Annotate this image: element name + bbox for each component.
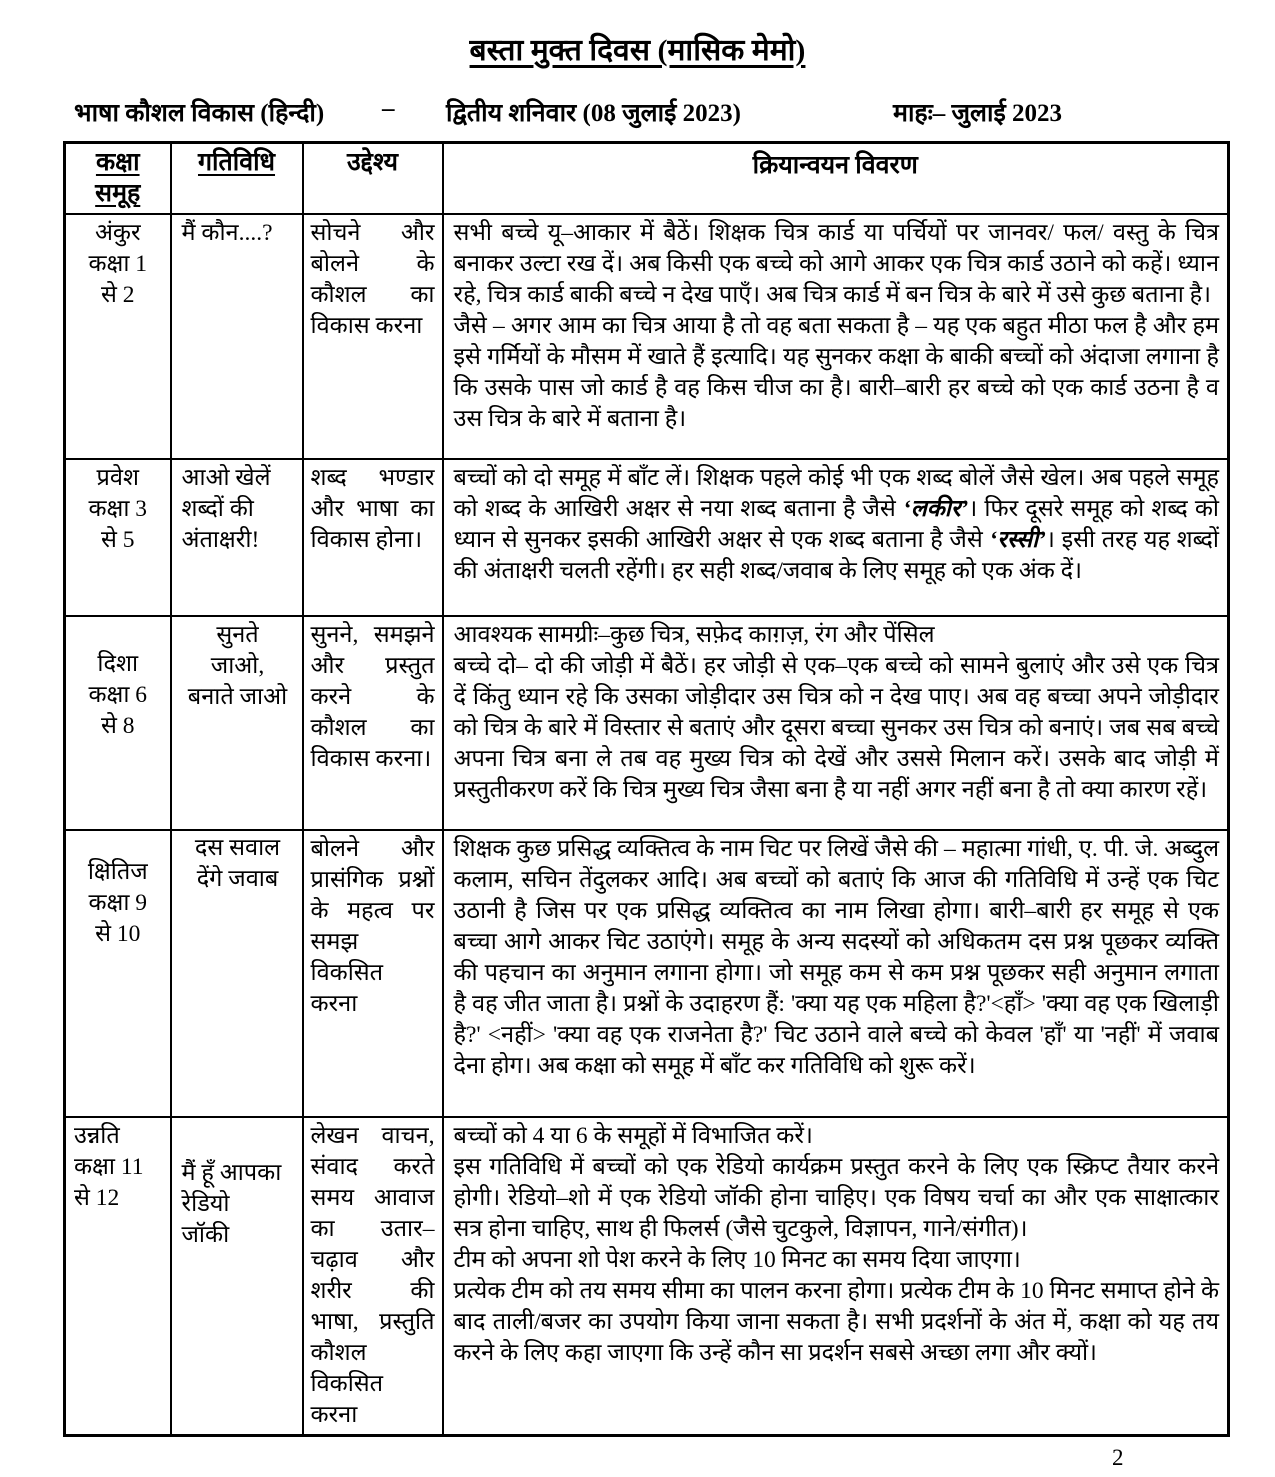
date-label: द्वितीय शनिवार (08 जुलाई 2023) [446,100,741,127]
activity-table [63,141,1230,1437]
table-row [65,1117,1229,1436]
page-number: 2 [1112,1444,1124,1470]
table-row [65,214,1229,459]
implementation-details-cell [443,830,1229,1117]
class-group-cell: क्षितिज कक्षा 9 से 10 [65,830,171,1117]
class-group-cell: अंकुर कक्षा 1 से 2 [65,214,171,459]
table-row [65,616,1229,830]
objective-cell: लेखन वाचन, संवाद करते समय आवाज का उतार–चढ़ाव और शरीर की भाषा, प्रस्तुति कौशल विकसित करना [303,1117,443,1436]
details-paragraph: टीम को अपना शो पेश करने के लिए 10 मिनट का समय दिया जाएगा। [453,1246,1021,1273]
page-title: बस्ता मुक्त दिवस (मासिक मेमो) [469,34,806,67]
objective-cell: सुनने, समझने और प्रस्तुत करने के कौशल का विकास करना। [303,616,443,830]
column-header-objective: उद्देश्य [303,143,443,214]
objective-cell: सोचने और बोलने के कौशल का विकास करना [303,214,443,459]
column-header-class-group: कक्षा समूह [65,143,171,214]
table-row [65,830,1229,1117]
table-row [65,459,1229,616]
column-header-implementation-details: क्रियान्वयन विवरण [443,143,1229,214]
subtitle-row [0,95,1275,141]
implementation-details-cell [443,459,1229,616]
implementation-details-cell [443,1117,1229,1436]
subtitle-dash: – [382,95,395,122]
class-group-cell: दिशा कक्षा 6 से 8 [65,616,171,830]
month-label: माहः– जुलाई 2023 [893,100,1063,127]
class-group-cell: प्रवेश कक्षा 3 से 5 [65,459,171,616]
class-group-cell: उन्नति कक्षा 11 से 12 [65,1117,171,1436]
details-paragraph: शिक्षक कुछ प्रसिद्ध व्यक्तित्व के नाम चिट पर लिखें जैसे की – महात्मा गांधी, ए. पी. जे. अब्दुल कलाम, सचिन तेंदुलकर आदि। अब बच्चों को बताएं कि आज की गतिविधि में उन्हें एक चिट उठानी है जिस पर एक प्रसिद्ध व्यक्तित्व का नाम लिखा होगा। बारी–बारी हर समूह से एक बच्चा आगे आकर चिट उठाएंगे। समूह के अन्य सदस्यों को अधिकतम दस प्रश्न पूछकर व्यक्ति की पहचान का अनुमान लगाना होगा। जो समूह कम से कम प्रश्न पूछकर सही अनुमान लगाता है वह जीत जाता है। प्रश्नों के उदाहरण हैं: 'क्या यह एक महिला है?'<हाँ> 'क्या वह एक खिलाड़ी है?' <नहीं> 'क्या वह एक राजनेता है?' चिट उठाने वाले बच्चे को केवल 'हाँ' या 'नहीं' में जवाब देना होग। अब कक्षा को समूह में बाँट कर गतिविधि को शुरू करें। [453,835,1219,1079]
activity-cell: सुनते जाओ, बनाते जाओ [171,616,303,830]
objective-cell: शब्द भण्डार और भाषा का विकास होना। [303,459,443,616]
implementation-details-cell [443,214,1229,459]
details-paragraph: आवश्यक सामग्रीः–कुछ चित्र, सफ़ेद काग़ज़, रंग और पेंसिल [453,621,935,648]
details-paragraph: बच्चों को 4 या 6 के समूहों में विभाजित करें। [453,1122,813,1149]
table-header-row [65,143,1229,214]
details-paragraph: इस गतिविधि में बच्चों को एक रेडियो कार्यक्रम प्रस्तुत करने के लिए एक स्क्रिप्ट तैयार करने होगी। रेडियो–शो में एक रेडियो जॉकी होना चाहिए। एक विषय चर्चा का और एक साक्षात्कार सत्र होना चाहिए, साथ ही फिलर्स (जैसे चुटकुले, विज्ञापन, गाने/संगीत)। [453,1153,1219,1242]
details-paragraph: सभी बच्चे यू–आकार में बैठें। शिक्षक चित्र कार्ड या पर्चियों पर जानवर/ फल/ वस्तु के चित्र बनाकर उल्टा रख दें। अब किसी एक बच्चे को आगे आकर एक चित्र कार्ड उठाने को कहें। ध्यान रहे, चित्र कार्ड बाकी बच्चे न देख पाएँ। अब चित्र कार्ड में बन चित्र के बारे में उसे कुछ बताना है। [453,219,1219,308]
activity-cell: मैं हूँ आपका रेडियो जॉकी [171,1117,303,1436]
details-paragraph: बच्चों को दो समूह में बाँट लें। शिक्षक पहले कोई भी एक शब्द बोलें जैसे खेल। अब पहले समूह को शब्द के आखिरी अक्षर से नया शब्द बताना है जैसे ‘लकीर’। फिर दूसरे समूह को शब्द को ध्यान से सुनकर इसकी आखिरी अक्षर से एक शब्द बताना है जैसे ‘रस्सी’। इसी तरह यह शब्दों की अंताक्षरी चलती रहेंगी। हर सही शब्द/जवाब के लिए समूह को एक अंक दें। [453,464,1220,584]
implementation-details-cell [443,616,1229,830]
details-paragraph: जैसे – अगर आम का चित्र आया है तो वह बता सकता है – यह एक बहुत मीठा फल है और हम इसे गर्मियों के मौसम में खाते हैं इत्यादि। यह सुनकर कक्षा के बाकी बच्चों को अंदाजा लगाना है कि उसके पास जो कार्ड है वह किस चीज का है। बारी–बारी हर बच्चे को एक कार्ड उठना है व उस चित्र के बारे में बताना है। [453,312,1219,432]
activity-cell: मैं कौन....? [171,214,303,459]
subject-label: भाषा कौशल विकास (हिन्दी) [74,100,325,127]
details-paragraph: बच्चे दो– दो की जोड़ी में बैठें। हर जोड़ी से एक–एक बच्चे को सामने बुलाएं और उसे एक चित्र दें किंतु ध्यान रहे कि उसका जोड़ीदार उस चित्र को न देख पाए। अब वह बच्चा अपने जोड़ीदार को चित्र के बारे में विस्तार से बताएं और दूसरा बच्चा सुनकर उस चित्र को बनाएं। जब सब बच्चे अपना चित्र बना ले तब वह मुख्य चित्र को देखें और उससे मिलान करें। उसके बाद जोड़ी में प्रस्तुतीकरण करें कि चित्र मुख्य चित्र जैसा बना है या नहीं अगर नहीं बना है तो क्या कारण रहें। [453,652,1219,803]
activity-cell: दस सवाल देंगे जवाब [171,830,303,1117]
details-paragraph: प्रत्येक टीम को तय समय सीमा का पालन करना होगा। प्रत्येक टीम के 10 मिनट समाप्त होने के बाद ताली/बजर का उपयोग किया जाना सकता है। सभी प्रदर्शनों के अंत में, कक्षा को यह तय करने के लिए कहा जाएगा कि उन्हें कौन सा प्रदर्शन सबसे अच्छा लगा और क्यों। [453,1277,1219,1366]
column-header-activity: गतिविधि [171,143,303,214]
activity-cell: आओ खेलें शब्दों की अंताक्षरी! [171,459,303,616]
objective-cell: बोलने और प्रासंगिक प्रश्नों के महत्व पर समझ विकसित करना [303,830,443,1117]
